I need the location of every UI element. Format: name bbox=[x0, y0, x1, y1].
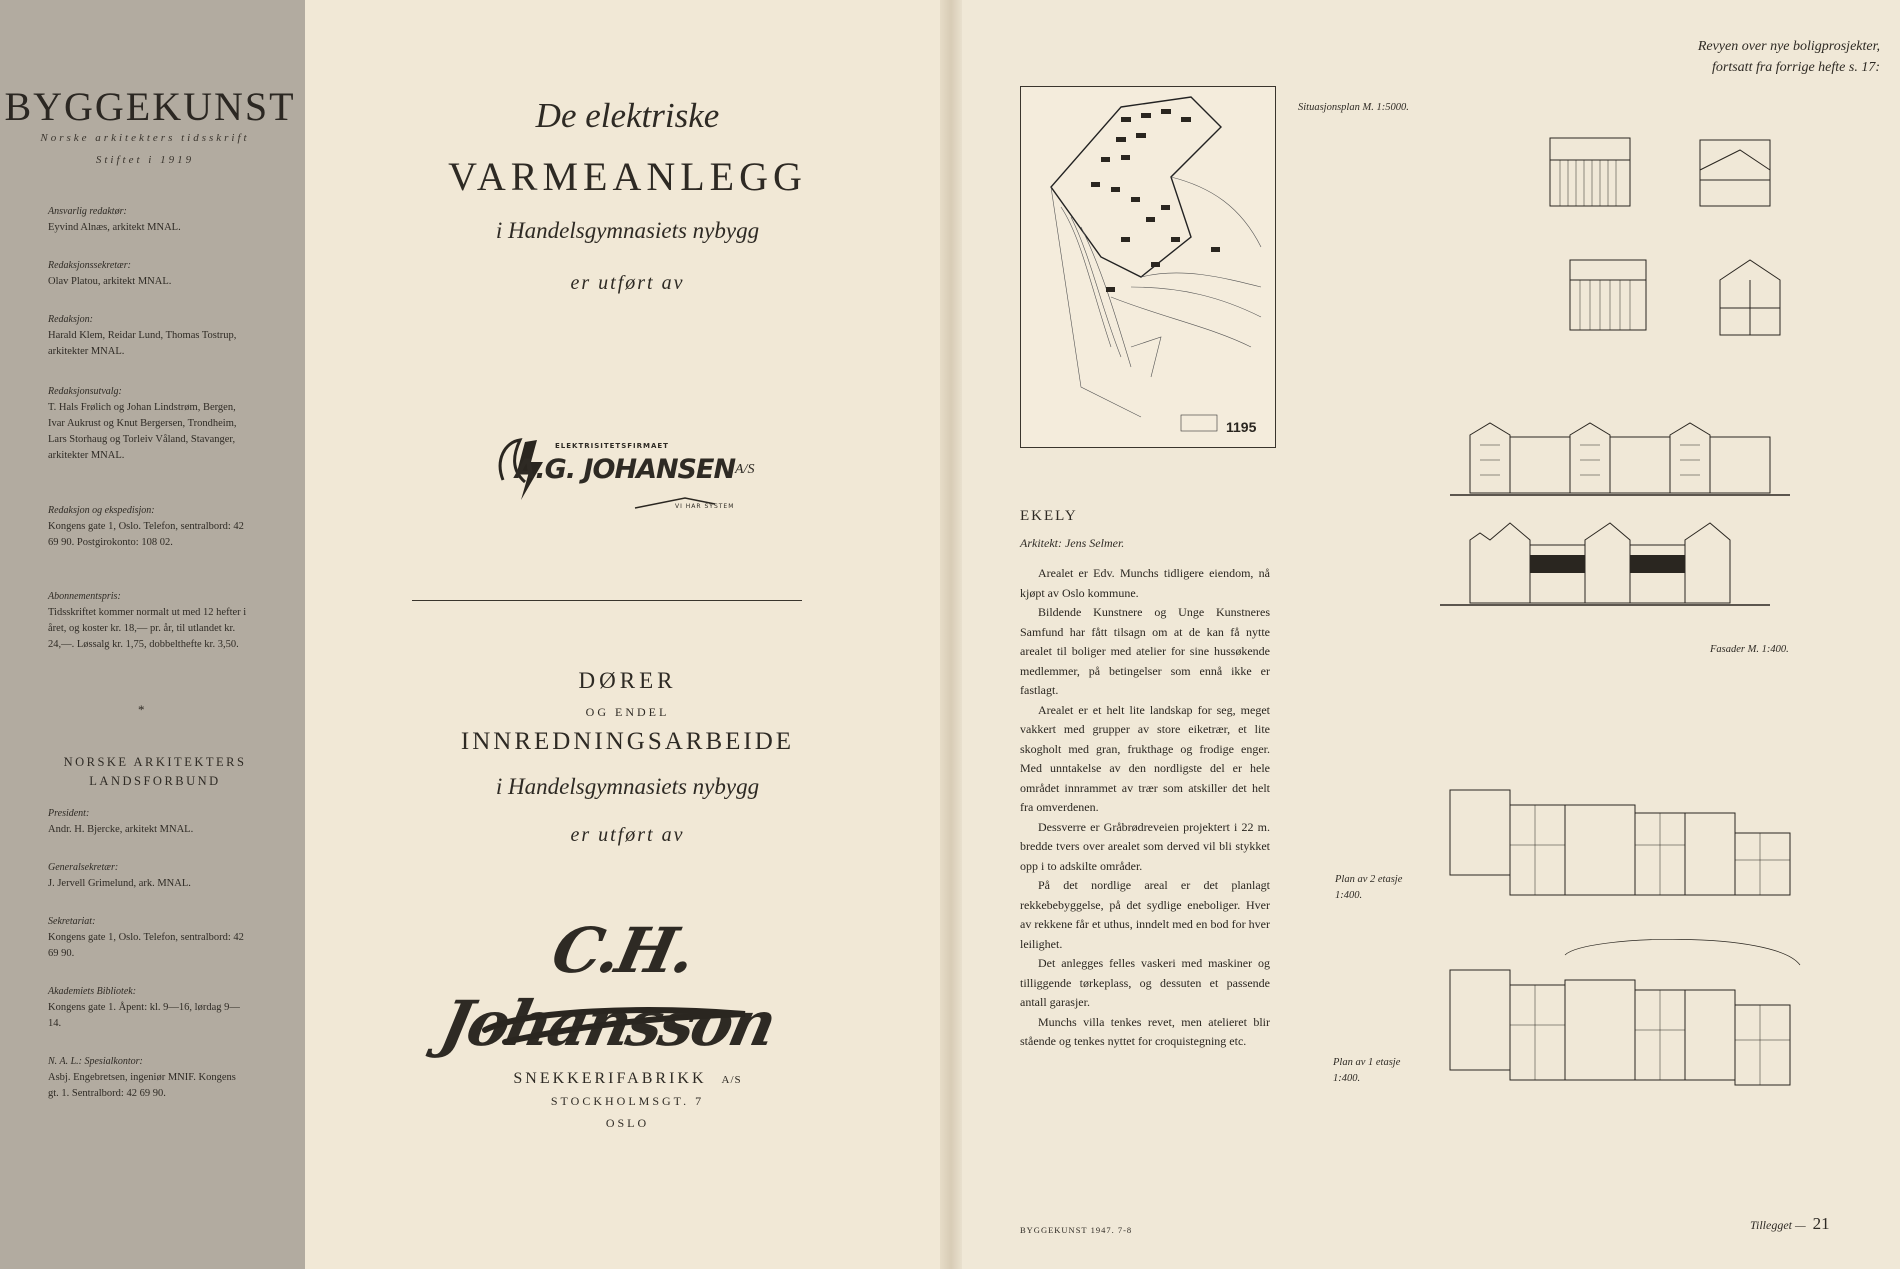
header-line-1: Revyen over nye boligprosjekter, bbox=[1697, 39, 1880, 54]
site-plan-caption: Situasjonsplan M. 1:5000. bbox=[1298, 102, 1409, 113]
association-section bbox=[48, 860, 248, 892]
snekkerifabrikk-text: SNEKKERIFABRIKK bbox=[513, 1070, 707, 1087]
site-plan-map bbox=[1020, 86, 1276, 448]
johansen-logo-suffix: A/S bbox=[735, 462, 755, 477]
johansen-logo bbox=[485, 420, 765, 520]
section-heading: Abonnementspris: bbox=[48, 591, 121, 602]
ad-line-snekkerifabrikk bbox=[305, 1070, 950, 1088]
plan-2-caption: Plan av 2 etasje 1:400. bbox=[1335, 874, 1403, 901]
section-body: T. Hals Frølich og Johan Lindstrøm, Bergen, Ivar Aukrust og Knut Bergersen, Trondheim, Lars Storhaug og Torleiv Våland, Stavanger, arkitekter MNAL. bbox=[48, 402, 237, 461]
section-body: Tidsskriftet kommer normalt ut med 12 hefter i året, og koster kr. 18,— pr. år, til utlandet kr. 24,—. Løssalg kr. 1,75, dobbelthefte kr. 3,50. bbox=[48, 607, 247, 650]
ad-line-dorer: DØRER bbox=[578, 668, 677, 693]
section-body: Kongens gate 1. Åpent: kl. 9—16, lørdag 9—14. bbox=[48, 1002, 240, 1029]
article-paragraph: Arealet er et helt lite landskap for seg, meget vakkert med grupper av store eiketrær, et lite skogholt med gran, frukthage og frodige enger. Med unntakelse av den nordligste del er hele området innrammet av trær som atskiller det helt fra omverdenen. bbox=[1020, 702, 1270, 814]
ad-line-utfort-av: er utført av bbox=[570, 272, 685, 294]
page-header bbox=[1550, 36, 1880, 78]
association-section bbox=[48, 1054, 248, 1102]
ad-divider bbox=[412, 600, 802, 601]
signature-underline-icon bbox=[445, 910, 785, 1060]
masthead-section bbox=[48, 589, 248, 653]
section-heading: President: bbox=[48, 808, 90, 819]
johansen-logo-name: A.G. JOHANSEN bbox=[515, 454, 736, 485]
article-page bbox=[950, 0, 1900, 1269]
section-heading: Generalsekretær: bbox=[48, 862, 119, 873]
ad-line-og-endel: OG ENDEL bbox=[585, 705, 670, 719]
article-paragraph: Munchs villa tenkes revet, men atelieret blir stående og tenkes nyttet for croquistegning etc. bbox=[1020, 1014, 1270, 1048]
association-section bbox=[48, 984, 248, 1032]
masthead-section bbox=[48, 204, 248, 236]
floor-plan-2-drawing bbox=[1445, 785, 1805, 915]
section-body: Andr. H. Bjercke, arkitekt MNAL. bbox=[48, 824, 194, 835]
article-paragraph: På det nordlige areal er det planlagt rekkebebyggelse, på det sydlige eneboliger. Hver av rekkene får et uthus, inndelt med en bod for hver leilighet. bbox=[1020, 878, 1270, 951]
section-heading: N. A. L.: Spesialkontor: bbox=[48, 1056, 143, 1067]
house-elevations-drawing bbox=[1540, 130, 1840, 360]
section-body: Asbj. Engebretsen, ingeniør MNIF. Kongens gt. 1. Sentralbord: 42 69 90. bbox=[48, 1072, 236, 1099]
association-section bbox=[48, 914, 248, 962]
ad-line-address: STOCKHOLMSGT. 7 bbox=[550, 1094, 705, 1108]
facade-drawing bbox=[1420, 415, 1800, 625]
masthead-section bbox=[48, 384, 248, 464]
johansson-logo bbox=[434, 910, 785, 1060]
section-body: Kongens gate 1, Oslo. Telefon, sentralbord: 42 69 90. Postgirokonto: 108 02. bbox=[48, 521, 244, 548]
floor-plan-1-drawing bbox=[1445, 935, 1805, 1095]
journal-title: BYGGEKUNST bbox=[4, 84, 296, 129]
johansen-logo-small: ELEKTRISITETSFIRMAET bbox=[555, 442, 669, 450]
section-heading: Redaksjonssekretær: bbox=[48, 260, 131, 271]
header-line-2: fortsatt fra forrige hefte s. 17: bbox=[1712, 60, 1880, 75]
section-body: Harald Klem, Reidar Lund, Thomas Tostrup, arkitekter MNAL. bbox=[48, 330, 237, 357]
map-number: 1195 bbox=[1226, 419, 1257, 435]
journal-founded: Stiftet i 1919 bbox=[95, 154, 195, 166]
ad-line-handelsgymnasiet-2: i Handelsgymnasiets nybygg bbox=[495, 774, 760, 799]
ad-line-utfort-av-2: er utført av bbox=[570, 824, 685, 846]
star-ornament: * bbox=[138, 702, 145, 717]
snekkerifabrikk-suffix: A/S bbox=[721, 1074, 742, 1086]
article-heading: EKELY bbox=[1020, 508, 1078, 524]
plan-1-caption: Plan av 1 etasje 1:400. bbox=[1333, 1057, 1401, 1084]
advertisement-page bbox=[305, 0, 950, 1269]
masthead-section bbox=[48, 503, 248, 551]
masthead-section bbox=[48, 312, 248, 360]
johansson-logo-name: C.H. Johansson bbox=[434, 914, 781, 1060]
article-paragraph: Arealet er Edv. Munchs tidligere eiendom, nå kjøpt av Oslo kommune. bbox=[1020, 566, 1270, 600]
article-paragraph: Dessverre er Gråbrødreveien projektert i 22 m. bredde tvers over arealet som derved vil bli stykket opp i to adskilte områder. bbox=[1020, 819, 1270, 873]
section-body: Kongens gate 1, Oslo. Telefon, sentralbord: 42 69 90. bbox=[48, 932, 244, 959]
page-number: 21 bbox=[1812, 1214, 1830, 1233]
ad-line-de-elektriske: De elektriske bbox=[535, 96, 720, 135]
masthead-section bbox=[48, 258, 248, 290]
section-heading: Sekretariat: bbox=[48, 916, 96, 927]
section-heading: Akademiets Bibliotek: bbox=[48, 986, 137, 997]
masthead-column bbox=[0, 0, 305, 1269]
page-footer-left: BYGGEKUNST 1947. 7-8 bbox=[1020, 1225, 1133, 1235]
johansen-logo-tag: VI HAR SYSTEM bbox=[675, 503, 735, 510]
section-heading: Ansvarlig redaktør: bbox=[48, 206, 127, 217]
article-paragraph: Det anlegges felles vaskeri med maskiner og tilliggende tørkeplass, og dessuten et passende antall garasjer. bbox=[1020, 956, 1270, 1009]
article-architect: Arkitekt: Jens Selmer. bbox=[1020, 536, 1125, 550]
section-body: Olav Platou, arkitekt MNAL. bbox=[48, 276, 172, 287]
ad-line-oslo: OSLO bbox=[605, 1116, 650, 1130]
section-body: J. Jervell Grimelund, ark. MNAL. bbox=[48, 878, 191, 889]
section-heading: Redaksjonsutvalg: bbox=[48, 386, 122, 397]
article-body bbox=[1020, 564, 1270, 1052]
journal-subtitle: Norske arkitekters tidsskrift bbox=[40, 132, 250, 144]
ad-line-varmeanlegg: VARMEANLEGG bbox=[448, 154, 807, 199]
association-title: NORSKE ARKITEKTERS LANDSFORBUND bbox=[63, 755, 247, 788]
site-plan-drawing bbox=[1021, 87, 1275, 447]
section-heading: Redaksjon og ekspedisjon: bbox=[48, 505, 155, 516]
ad-line-innredningsarbeide: INNREDNINGSARBEIDE bbox=[460, 728, 795, 755]
section-heading: Redaksjon: bbox=[48, 314, 93, 325]
facade-caption: Fasader M. 1:400. bbox=[1710, 644, 1789, 655]
association-section bbox=[48, 806, 248, 838]
section-body: Eyvind Alnæs, arkitekt MNAL. bbox=[48, 222, 181, 233]
page-gutter bbox=[940, 0, 962, 1269]
article-paragraph: Bildende Kunstnere og Unge Kunstneres Samfund har fått tilsagn om at de kan få nytte arealet til boliger med atelier for sine hussøkende medlemmer, på betingelser som ennå ikke er fastlagt. bbox=[1020, 605, 1270, 697]
footer-label: Tillegget — bbox=[1750, 1218, 1806, 1232]
page-footer-right bbox=[1750, 1214, 1830, 1234]
ad-line-handelsgymnasiet: i Handelsgymnasiets nybygg bbox=[495, 218, 760, 243]
